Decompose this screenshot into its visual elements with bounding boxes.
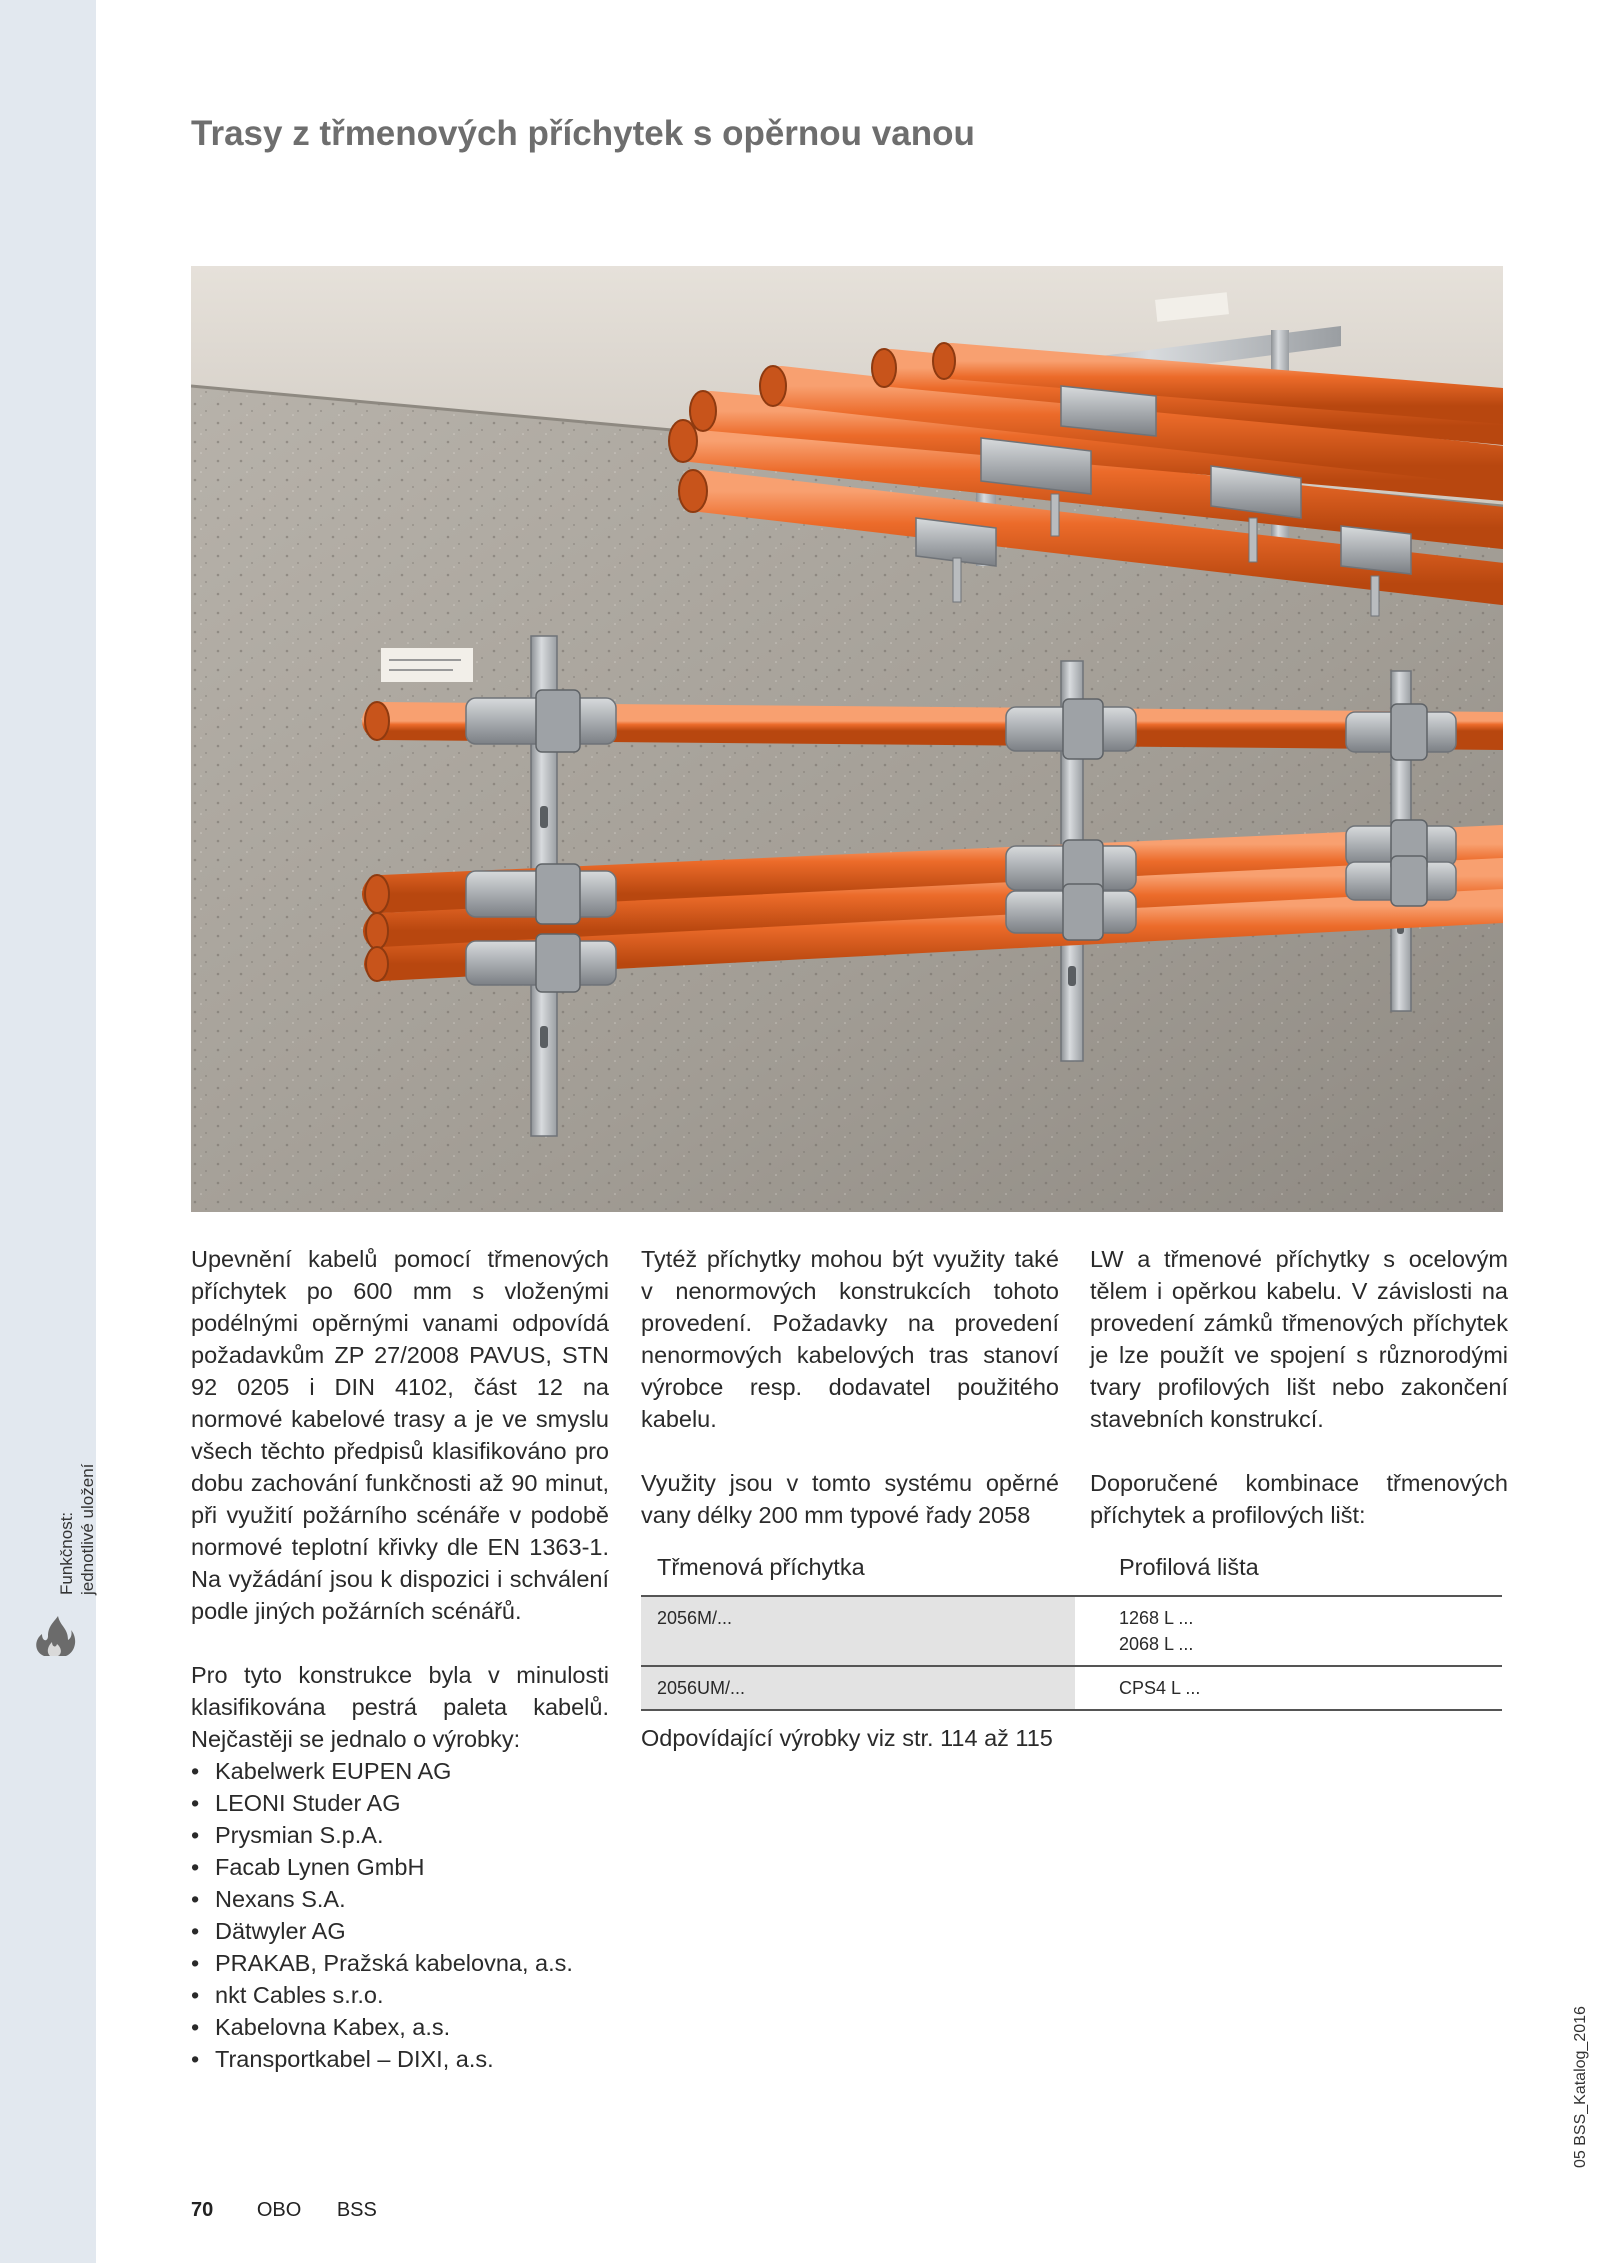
text-column-3 <box>1090 1243 1508 1563</box>
combination-table <box>641 1548 1502 1711</box>
list-item: • Prysmian S.p.A. <box>191 1819 609 1851</box>
table-cell-clamp: 2056UM/... <box>641 1666 1075 1710</box>
list-item: • Transportkabel – DIXI, a.s. <box>191 2043 609 2075</box>
table-row <box>641 1666 1502 1710</box>
table-row <box>641 1596 1502 1666</box>
list-item: • nkt Cables s.r.o. <box>191 1979 609 2011</box>
list-item: • Nexans S.A. <box>191 1883 609 1915</box>
table-cell-clamp: 2056M/... <box>641 1596 1075 1666</box>
list-item: • LEONI Studer AG <box>191 1787 609 1819</box>
footer-section: BSS <box>336 2199 377 2221</box>
header-clamp: Třmenová příchytka <box>641 1548 1075 1596</box>
cable-manufacturer-list <box>191 1755 609 2075</box>
list-item: • Facab Lynen GmbH <box>191 1851 609 1883</box>
list-item: • Dätwyler AG <box>191 1915 609 1947</box>
side-strip <box>0 0 96 2263</box>
cables-paragraph: Pro tyto konstrukce byla v minulosti klasifikována pestrá paleta kabelů. Nejčastěji se jednalo o výrobky: <box>191 1662 609 1752</box>
fire-protection-icon <box>30 1612 80 1662</box>
combinations-paragraph: Doporučené kombinace třmenových příchytek a profilových lišt: <box>1090 1470 1508 1528</box>
table-header-row <box>641 1548 1502 1596</box>
intro-paragraph: Upevnění kabelů pomocí třmenových příchytek po 600 mm s vloženými podélnými opěrnými vanami odpovídá požadavkům ZP 27/2008 PAVUS, STN 92 0205 i DIN 4102, část 12 na normové kabelové trasy a je ve smyslu všech těchto předpisů klasifikováno pro dobu zachování funkčnosti až 90 minut, při využití požárního scénáře v podobě normové teplotní křivky dle EN 1363-1. Na vyžádání jsou k dispozici i schválení podle jiných požárních scénářů. <box>191 1246 609 1624</box>
list-item: • Kabelwerk EUPEN AG <box>191 1755 609 1787</box>
list-item: • Kabelovna Kabex, a.s. <box>191 2011 609 2043</box>
rail-value: 1268 L ... <box>1119 1608 1194 1628</box>
side-label-line2: jednotlivé uložení <box>78 1463 97 1595</box>
catalog-identifier: 05 BSS_Katalog_2016 <box>1572 2006 1589 2168</box>
footer-brand: OBO <box>256 2199 302 2221</box>
trays-paragraph: Využity jsou v tomto systému opěrné vany délky 200 mm typové řady 2058 <box>641 1470 1059 1528</box>
page-footer <box>191 2199 377 2222</box>
text-column-1 <box>191 1243 609 2075</box>
list-item: • PRAKAB, Pražská kabelovna, a.s. <box>191 1947 609 1979</box>
rail-value: CPS4 L ... <box>1119 1678 1201 1698</box>
rail-value: 2068 L ... <box>1119 1634 1194 1654</box>
side-section-label <box>56 1464 98 1595</box>
page-title: Trasy z třmenových příchytek s opěrnou vanou <box>191 114 975 153</box>
table-cell-rail <box>1103 1596 1502 1666</box>
header-rail: Profilová lišta <box>1103 1548 1502 1596</box>
clamps-paragraph: LW a třmenové příchytky s ocelovým tělem i opěrkou kabelu. V závislosti na provedení zámků třmenových příchytek je lze použít ve spojení s různorodými tvary profilových lišt nebo zakončení stavebních konstrukcí. <box>1090 1246 1508 1432</box>
text-column-2 <box>641 1243 1059 1563</box>
products-reference: Odpovídající výrobky viz str. 114 až 115 <box>641 1725 1053 1751</box>
side-label-line1: Funkčnost: <box>57 1511 76 1595</box>
non-standard-paragraph: Tytéž příchytky mohou být využity také v nenormových konstrukcích tohoto provedení. Požadavky na provedení nenormových kabelových tras stanoví výrobce resp. dodavatel použitého kabelu. <box>641 1246 1059 1432</box>
page-number: 70 <box>191 2199 214 2221</box>
table-cell-rail <box>1103 1666 1502 1710</box>
cable-routing-photo <box>191 266 1503 1212</box>
